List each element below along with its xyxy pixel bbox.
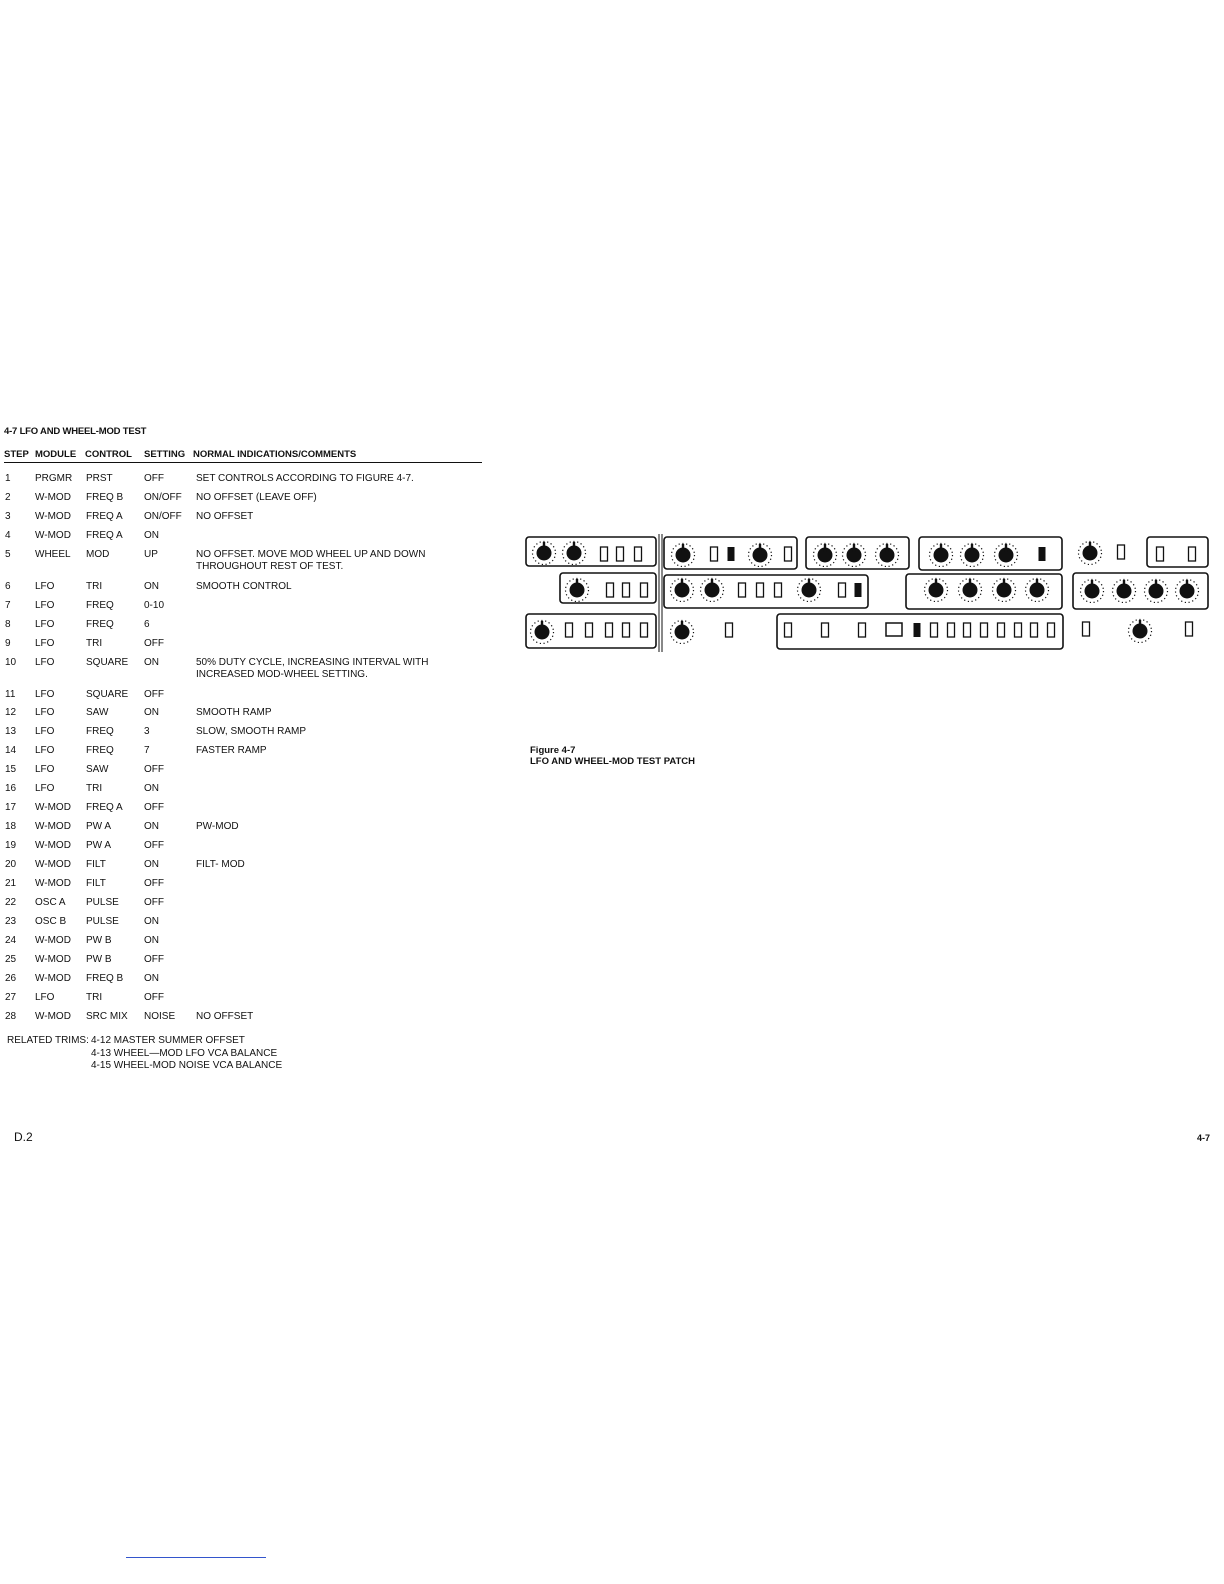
module-cell: W-MOD xyxy=(35,954,71,965)
control-cell: FREQ A xyxy=(86,802,123,813)
control-cell: SQUARE xyxy=(86,657,129,668)
table-row xyxy=(0,897,480,910)
table-row xyxy=(0,916,480,929)
module-cell: LFO xyxy=(35,600,55,611)
step-cell: 19 xyxy=(5,840,17,851)
step-cell: 13 xyxy=(5,726,17,737)
control-cell: PW A xyxy=(86,840,112,851)
module-cell: W-MOD xyxy=(35,821,71,832)
module-cell: W-MOD xyxy=(35,1011,71,1022)
control-cell: FREQ A xyxy=(86,530,123,541)
module-cell: W-MOD xyxy=(35,878,71,889)
control-cell: PRST xyxy=(86,473,113,484)
figure-caption xyxy=(530,745,695,767)
table-row xyxy=(0,549,480,572)
table-row xyxy=(0,821,480,834)
comment-cell: SMOOTH CONTROL xyxy=(196,581,292,592)
setting-cell: 3 xyxy=(144,726,150,737)
step-cell: 28 xyxy=(5,1011,17,1022)
table-row xyxy=(0,473,480,486)
table-row xyxy=(0,581,480,594)
section-title: 4-7 LFO AND WHEEL-MOD TEST xyxy=(4,426,147,437)
table-row xyxy=(0,840,480,853)
control-cell: PULSE xyxy=(86,897,119,908)
table-header xyxy=(4,449,482,463)
comment-cell: SET CONTROLS ACCORDING TO FIGURE 4-7. xyxy=(196,473,414,484)
setting-cell: ON xyxy=(144,783,159,794)
control-cell: TRI xyxy=(86,581,103,592)
step-cell: 5 xyxy=(5,549,11,560)
col-module: MODULE xyxy=(35,449,77,460)
table-row xyxy=(0,878,480,891)
setting-cell: OFF xyxy=(144,897,164,908)
control-cell: SQUARE xyxy=(86,689,129,700)
synth-panel-illustration xyxy=(524,530,1214,655)
setting-cell: OFF xyxy=(144,764,164,775)
module-cell: LFO xyxy=(35,783,55,794)
setting-cell: ON/OFF xyxy=(144,511,182,522)
table-row xyxy=(0,954,480,967)
comment-cell: PW-MOD xyxy=(196,821,239,832)
control-cell: FILT xyxy=(86,859,106,870)
control-cell: SAW xyxy=(86,764,109,775)
step-cell: 21 xyxy=(5,878,17,889)
figure-number: Figure 4-7 xyxy=(530,745,576,756)
control-cell: FREQ B xyxy=(86,492,124,503)
table-row xyxy=(0,973,480,986)
setting-cell: OFF xyxy=(144,473,164,484)
table-row xyxy=(0,492,480,505)
step-cell: 12 xyxy=(5,707,17,718)
control-cell: FREQ A xyxy=(86,511,123,522)
comment-cell: SLOW, SMOOTH RAMP xyxy=(196,726,307,737)
trim-item: 4-12 MASTER SUMMER OFFSET xyxy=(91,1035,245,1046)
table-row xyxy=(0,745,480,758)
page-number-right: 4-7 xyxy=(1197,1133,1211,1143)
module-cell: W-MOD xyxy=(35,973,71,984)
setting-cell: ON xyxy=(144,657,159,668)
control-cell: PW B xyxy=(86,954,112,965)
step-cell: 14 xyxy=(5,745,17,756)
setting-cell: ON xyxy=(144,916,159,927)
control-cell: TRI xyxy=(86,992,103,1003)
step-cell: 10 xyxy=(5,657,17,668)
step-cell: 9 xyxy=(5,638,11,649)
table-row xyxy=(0,859,480,872)
setting-cell: ON xyxy=(144,859,159,870)
control-cell: TRI xyxy=(86,783,103,794)
module-cell: LFO xyxy=(35,992,55,1003)
setting-cell: ON/OFF xyxy=(144,492,182,503)
step-cell: 8 xyxy=(5,619,11,630)
step-cell: 7 xyxy=(5,600,11,611)
control-cell: TRI xyxy=(86,638,103,649)
step-cell: 27 xyxy=(5,992,17,1003)
setting-cell: OFF xyxy=(144,992,164,1003)
module-cell: W-MOD xyxy=(35,530,71,541)
step-cell: 25 xyxy=(5,954,17,965)
control-cell: FREQ xyxy=(86,600,114,611)
table-row xyxy=(0,657,480,680)
table-row xyxy=(0,935,480,948)
module-cell: LFO xyxy=(35,657,55,668)
control-cell: FILT xyxy=(86,878,106,889)
module-cell: LFO xyxy=(35,638,55,649)
step-cell: 20 xyxy=(5,859,17,870)
trim-item: 4-13 WHEEL—MOD LFO VCA BALANCE xyxy=(91,1047,278,1059)
module-cell: LFO xyxy=(35,689,55,700)
setting-cell: 7 xyxy=(144,745,150,756)
step-cell: 18 xyxy=(5,821,17,832)
table-row xyxy=(0,726,480,739)
comment-cell: NO OFFSET (LEAVE OFF) xyxy=(196,492,317,503)
step-cell: 1 xyxy=(5,473,11,484)
col-step: STEP xyxy=(4,449,29,460)
control-cell: FREQ B xyxy=(86,973,124,984)
control-cell: FREQ xyxy=(86,726,114,737)
table-row xyxy=(0,783,480,796)
control-cell: PULSE xyxy=(86,916,119,927)
module-cell: W-MOD xyxy=(35,935,71,946)
module-cell: LFO xyxy=(35,745,55,756)
trim-item: 4-15 WHEEL-MOD NOISE VCA BALANCE xyxy=(91,1060,283,1071)
table-row xyxy=(0,802,480,815)
module-cell: OSC B xyxy=(35,916,67,927)
table-row xyxy=(0,707,480,720)
setting-cell: ON xyxy=(144,935,159,946)
module-cell: OSC A xyxy=(35,897,66,908)
comment-cell: NO OFFSET xyxy=(196,1011,254,1022)
control-cell: PW B xyxy=(86,935,112,946)
module-cell: W-MOD xyxy=(35,802,71,813)
setting-cell: ON xyxy=(144,581,159,592)
module-cell: LFO xyxy=(35,764,55,775)
module-cell: LFO xyxy=(35,726,55,737)
step-cell: 3 xyxy=(5,511,11,522)
table-row xyxy=(0,638,480,651)
module-cell: W-MOD xyxy=(35,840,71,851)
comment-cell: NO OFFSET xyxy=(196,511,254,522)
control-cell: PW A xyxy=(86,821,112,832)
comment-cell: SMOOTH RAMP xyxy=(196,707,272,718)
col-comments: NORMAL INDICATIONS/COMMENTS xyxy=(193,449,357,460)
step-cell: 15 xyxy=(5,764,17,775)
setting-cell: OFF xyxy=(144,802,164,813)
module-cell: LFO xyxy=(35,619,55,630)
module-cell: LFO xyxy=(35,581,55,592)
module-cell: W-MOD xyxy=(35,859,71,870)
setting-cell: 6 xyxy=(144,619,150,630)
table-row xyxy=(0,530,480,543)
step-cell: 17 xyxy=(5,802,17,813)
step-cell: 11 xyxy=(5,689,16,700)
comment-cell: FASTER RAMP xyxy=(196,745,267,756)
control-cell: FREQ xyxy=(86,745,114,756)
step-cell: 22 xyxy=(5,897,17,908)
setting-cell: OFF xyxy=(144,840,164,851)
setting-cell: OFF xyxy=(144,638,164,649)
setting-cell: ON xyxy=(144,821,159,832)
step-cell: 6 xyxy=(5,581,11,592)
setting-cell: OFF xyxy=(144,954,164,965)
module-cell: W-MOD xyxy=(35,511,71,522)
control-cell: SRC MIX xyxy=(86,1011,128,1022)
control-cell: FREQ xyxy=(86,619,114,630)
divider-line xyxy=(126,1557,266,1558)
setting-cell: OFF xyxy=(144,878,164,889)
comment-cell: 50% DUTY CYCLE, INCREASING INTERVAL WITH INCREASED MOD-WHEEL SETTING. xyxy=(196,657,429,680)
setting-cell: NOISE xyxy=(144,1011,176,1022)
col-control: CONTROL xyxy=(85,449,132,460)
module-cell: W-MOD xyxy=(35,492,71,503)
comment-cell: FILT- MOD xyxy=(196,859,245,870)
step-cell: 26 xyxy=(5,973,17,984)
col-setting: SETTING xyxy=(144,449,186,460)
step-cell: 16 xyxy=(5,783,17,794)
table-row xyxy=(0,764,480,777)
setting-cell: 0-10 xyxy=(144,600,165,611)
table-row xyxy=(0,689,480,702)
setting-cell: UP xyxy=(144,549,158,560)
table-row xyxy=(0,1011,480,1024)
table-row xyxy=(0,619,480,632)
module-cell: WHEEL xyxy=(35,549,71,560)
related-trims-label: RELATED TRIMS: xyxy=(7,1035,89,1046)
table-row xyxy=(0,511,480,524)
control-cell: MOD xyxy=(86,549,110,560)
control-cell: SAW xyxy=(86,707,109,718)
setting-cell: OFF xyxy=(144,689,164,700)
table-row xyxy=(0,992,480,1005)
setting-cell: ON xyxy=(144,707,159,718)
module-cell: LFO xyxy=(35,707,55,718)
figure-title: LFO AND WHEEL-MOD TEST PATCH xyxy=(530,756,696,767)
setting-cell: ON xyxy=(144,530,159,541)
comment-cell: NO OFFSET. MOVE MOD WHEEL UP AND DOWN THROUGHOUT REST OF TEST. xyxy=(196,549,426,572)
step-cell: 4 xyxy=(5,530,11,541)
page-number-left: D.2 xyxy=(14,1130,33,1144)
step-cell: 24 xyxy=(5,935,17,946)
setting-cell: ON xyxy=(144,973,159,984)
table-row xyxy=(0,600,480,613)
step-cell: 23 xyxy=(5,916,17,927)
step-cell: 2 xyxy=(5,492,11,503)
module-cell: PRGMR xyxy=(35,473,73,484)
